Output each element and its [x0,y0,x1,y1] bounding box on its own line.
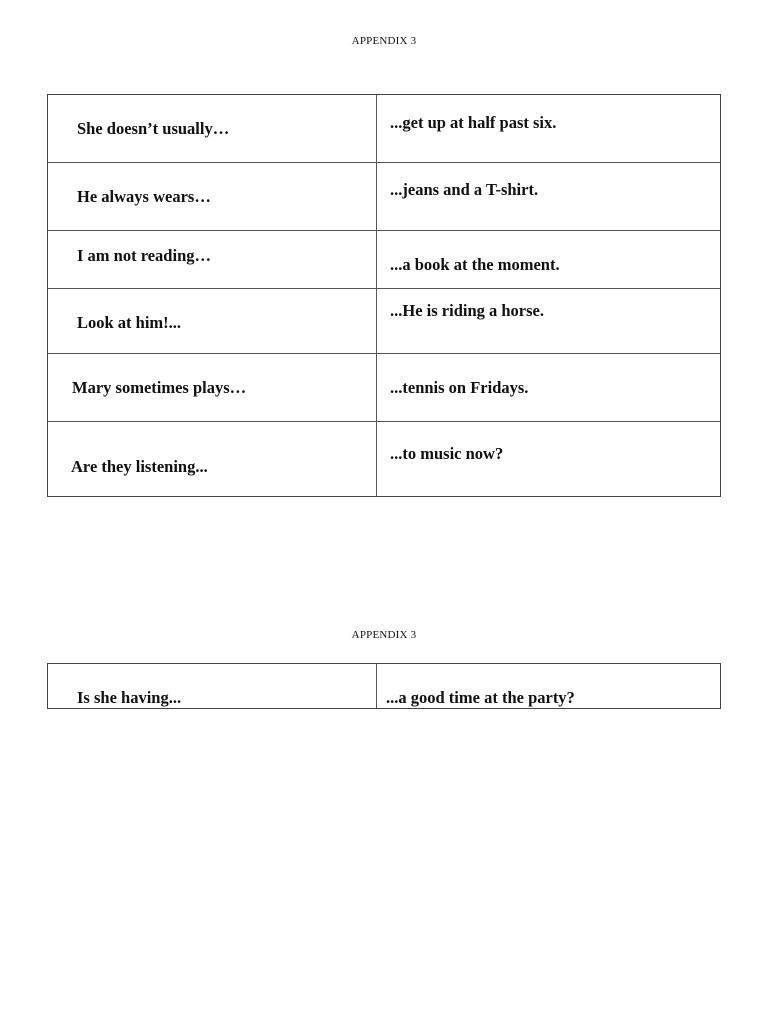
sentence-end: ...jeans and a T-shirt. [390,180,539,199]
sentence-start: Are they listening... [71,457,208,476]
table-row [48,162,720,230]
table-row [48,421,720,496]
sentence-end: ...He is riding a horse. [390,301,545,320]
appendix-heading: APPENDIX 3 [351,629,417,641]
sentence-start: Is she having... [77,688,182,707]
table-row [48,95,720,162]
appendix-heading: APPENDIX 3 [351,35,417,47]
sentence-end: ...get up at half past six. [390,113,557,132]
table-row [48,664,720,708]
table-row [48,353,720,421]
sentence-start: Mary sometimes plays… [72,378,247,397]
table-row [48,230,720,288]
sentence-end: ...tennis on Fridays. [390,378,529,397]
sentence-match-table [47,663,721,709]
sentence-start: She doesn’t usually… [77,119,230,138]
sentence-end: ...to music now? [390,444,504,463]
sentence-end: ...a book at the moment. [390,255,560,274]
table-row [48,288,720,353]
sentence-start: Look at him!... [77,313,182,332]
sentence-end: ...a good time at the party? [386,688,575,707]
sentence-start: He always wears… [77,187,211,206]
sentence-start: I am not reading… [77,246,211,265]
sentence-match-table [47,94,721,497]
